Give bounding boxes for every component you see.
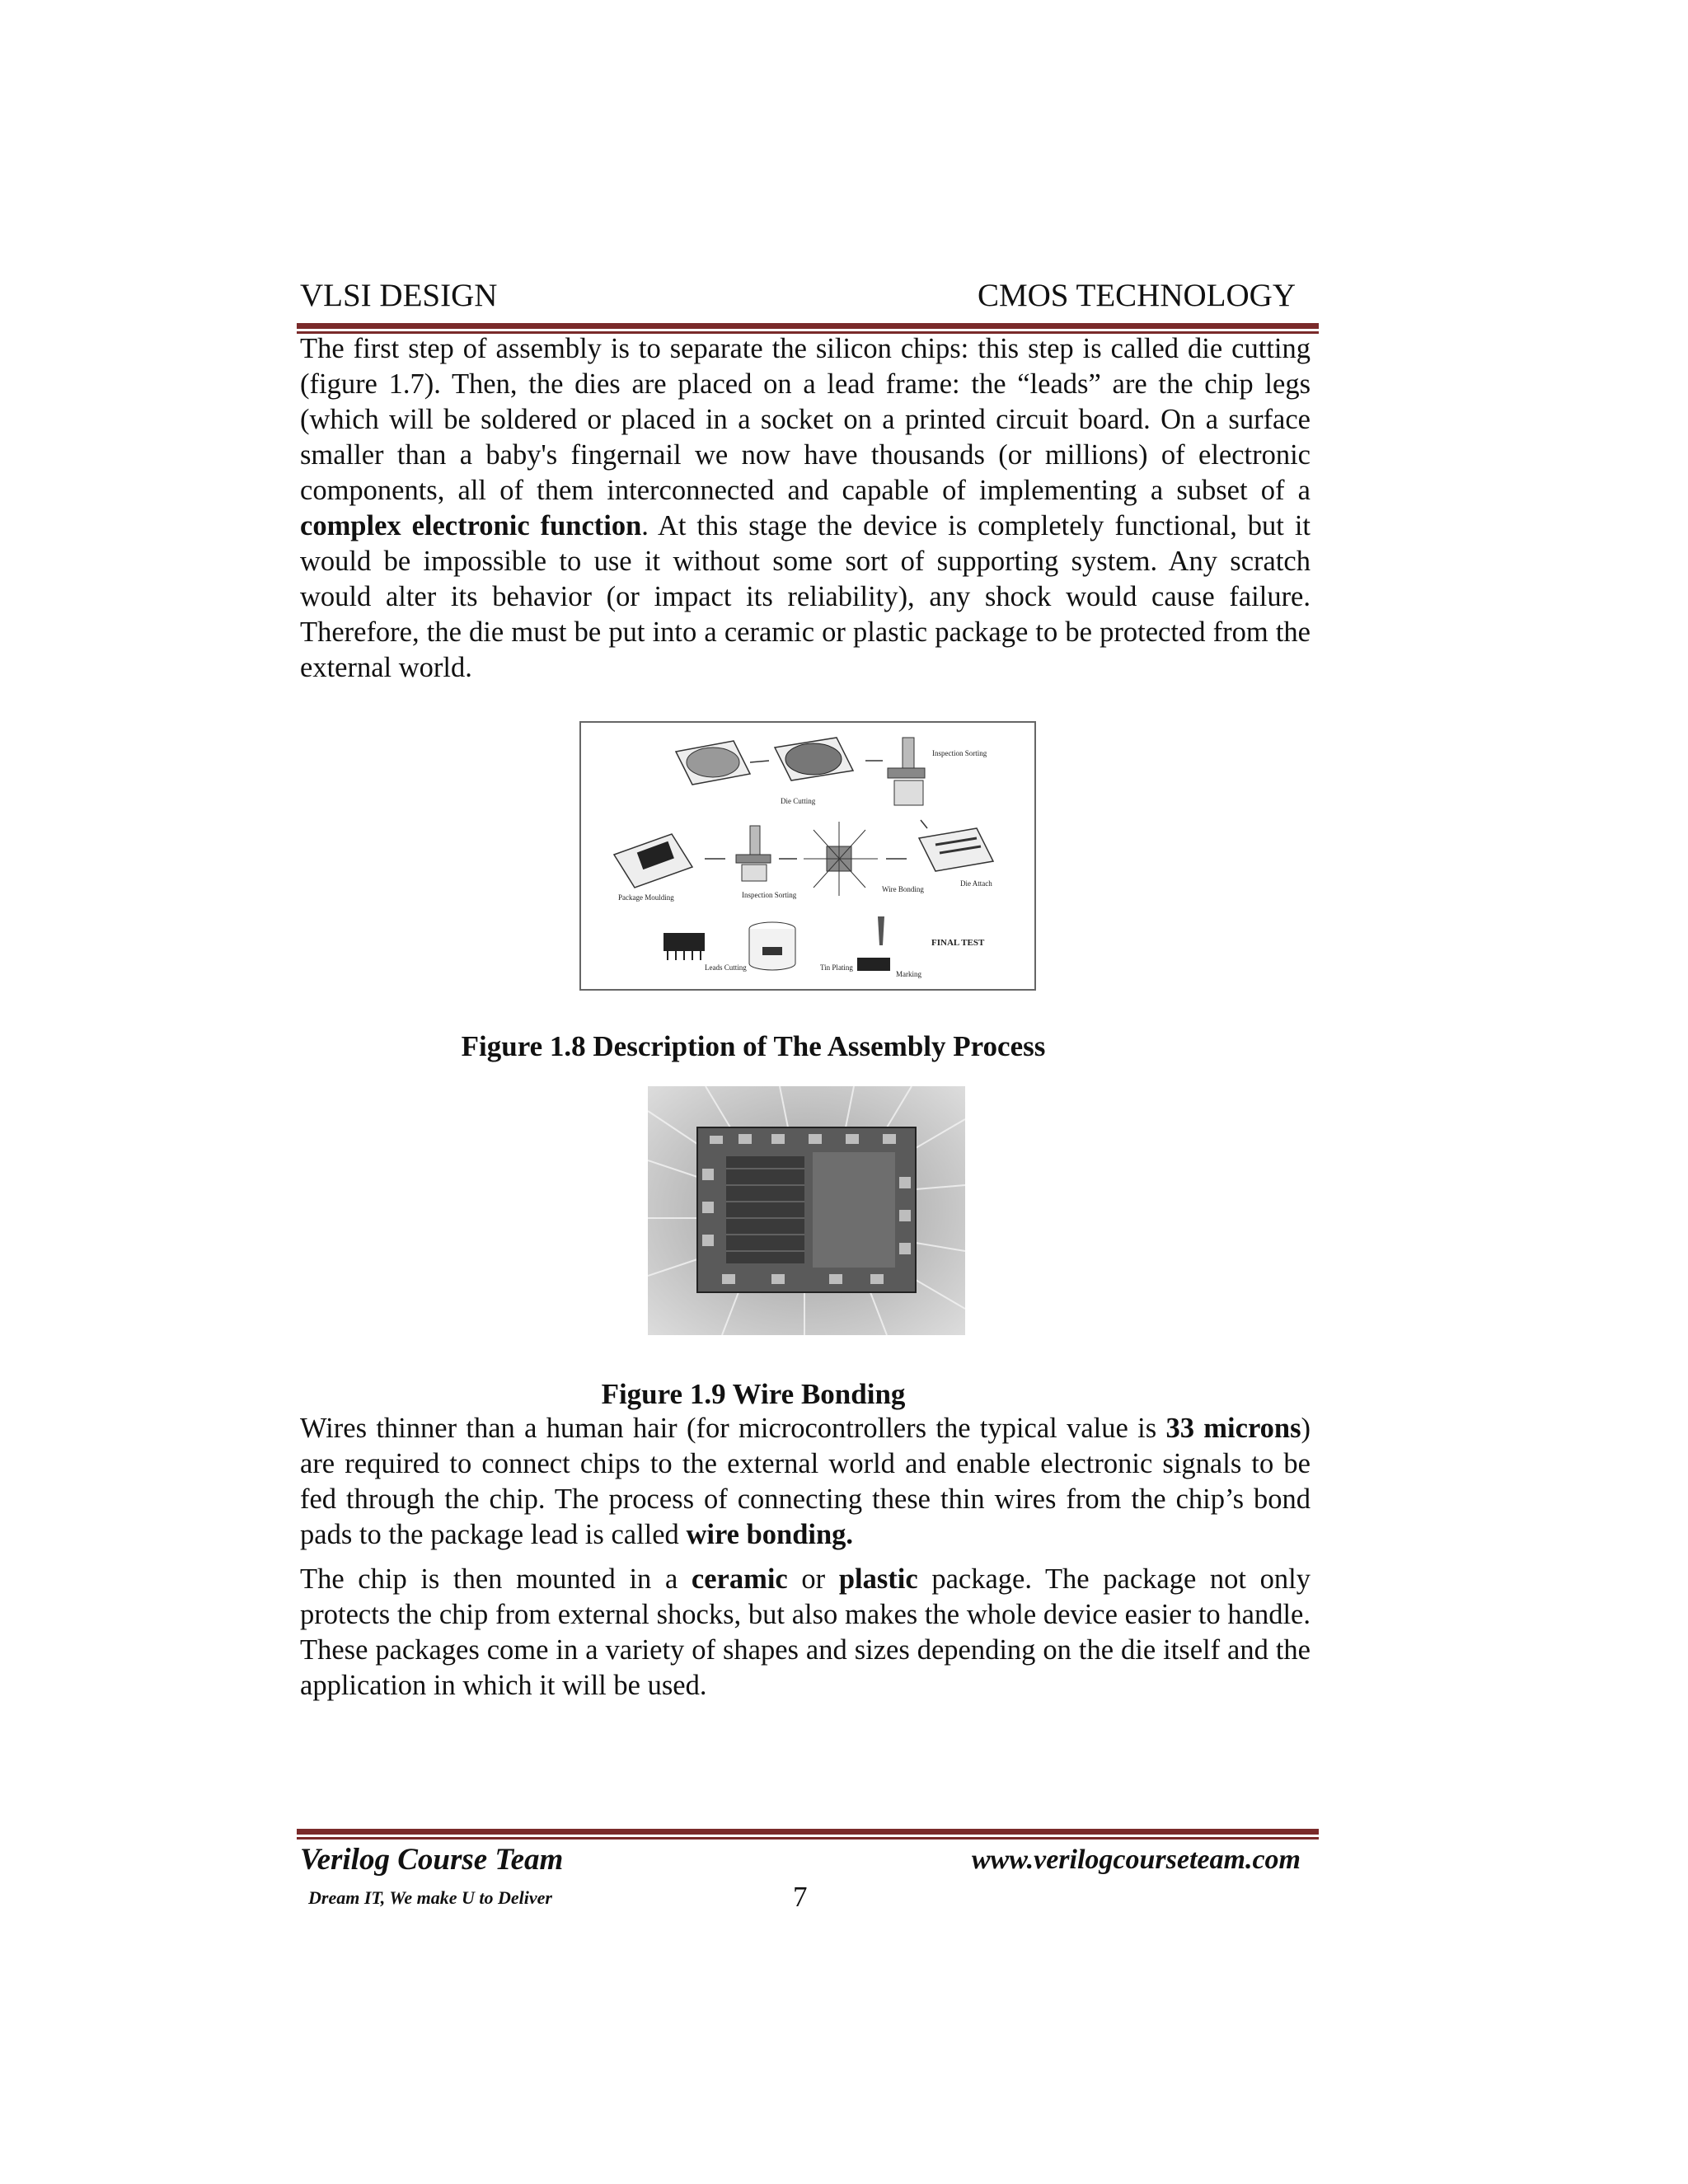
paragraph-assembly-intro: The first step of assembly is to separate the silicon chips: this step is called die cutting (figure 1.7). Then, the dies are placed on a lead frame: the “leads” are the chip legs (which will be soldered or placed in a socket on a printed circuit board. On a surface smaller than a baby's fingernail we now have thousands (or millions) of electronic components, all of them interconnected and capable of implementing a subset of a complex electronic function. At this stage the device is completely functional, but it would be impossible to use it without some sort of supporting system. Any scratch would alter its behavior (or impact its reliability), any shock would cause failure. Therefore, the die must be put into a ceramic or plastic package to be protected from the external world. — [300, 333, 1311, 683]
bold-term: plastic — [838, 1563, 918, 1595]
microscope-icon — [888, 738, 925, 805]
footer-rule — [297, 1829, 1319, 1840]
bold-term: ceramic — [691, 1563, 788, 1595]
bold-term: complex electronic function — [300, 510, 642, 541]
label-inspection-sorting-top: Inspection Sorting — [932, 749, 987, 757]
label-final-test: FINAL TEST — [931, 938, 985, 948]
figure-caption-2: Figure 1.9 Wire Bonding — [601, 1378, 906, 1410]
paragraph-package: The chip is then mounted in a ceramic or plastic package. The package not only protects the chip from external shocks, but also makes the whole device easier to handle. These packages come in a variety of shapes and sizes depending on the die itself and the application in which it will be used. — [300, 1563, 1311, 1701]
bold-term: wire bonding. — [686, 1519, 854, 1550]
package-moulding-icon — [614, 834, 692, 888]
page-header — [300, 277, 1302, 318]
label-inspection-sorting-mid: Inspection Sorting — [742, 891, 797, 899]
bold-term: 33 microns — [1165, 1413, 1301, 1444]
wire-bonding-photo — [648, 1086, 965, 1335]
page-number: 7 — [793, 1881, 808, 1913]
label-wire-bonding: Wire Bonding — [882, 885, 924, 893]
label-die-attach: Die Attach — [960, 879, 992, 888]
label-die-cutting: Die Cutting — [781, 797, 816, 805]
tin-plating-icon — [749, 922, 795, 970]
label-marking: Marking — [896, 970, 921, 978]
label-leads-cutting: Leads Cutting — [705, 963, 747, 972]
header-title-right: CMOS TECHNOLOGY — [977, 278, 1296, 313]
leads-cutting-icon — [663, 933, 705, 960]
marking-icon — [857, 916, 890, 971]
figure-caption-1: Figure 1.8 Description of The Assembly Process — [461, 1030, 1046, 1062]
footer-website: www.verilogcourseteam.com — [971, 1844, 1301, 1875]
paragraph-wire-bonding: Wires thinner than a human hair (for microcontrollers the typical value is 33 microns) are required to connect chips to the external world and enable electronic signals to be fed through the chip. The process of connecting these thin wires from the chip’s bond pads to the package lead is called wire bonding. — [300, 1413, 1311, 1550]
label-tin-plating: Tin Plating — [820, 963, 853, 972]
assembly-process-figure — [579, 721, 1036, 991]
wire-bonding-icon — [804, 822, 878, 896]
header-title-left: VLSI DESIGN — [300, 278, 498, 313]
microscope-mid-icon — [736, 826, 771, 881]
label-package-moulding: Package Moulding — [618, 893, 674, 902]
footer-tagline: Dream IT, We make U to Deliver — [308, 1887, 552, 1908]
die-attach-icon — [919, 828, 993, 871]
footer-team-name: Verilog Course Team — [300, 1843, 564, 1877]
